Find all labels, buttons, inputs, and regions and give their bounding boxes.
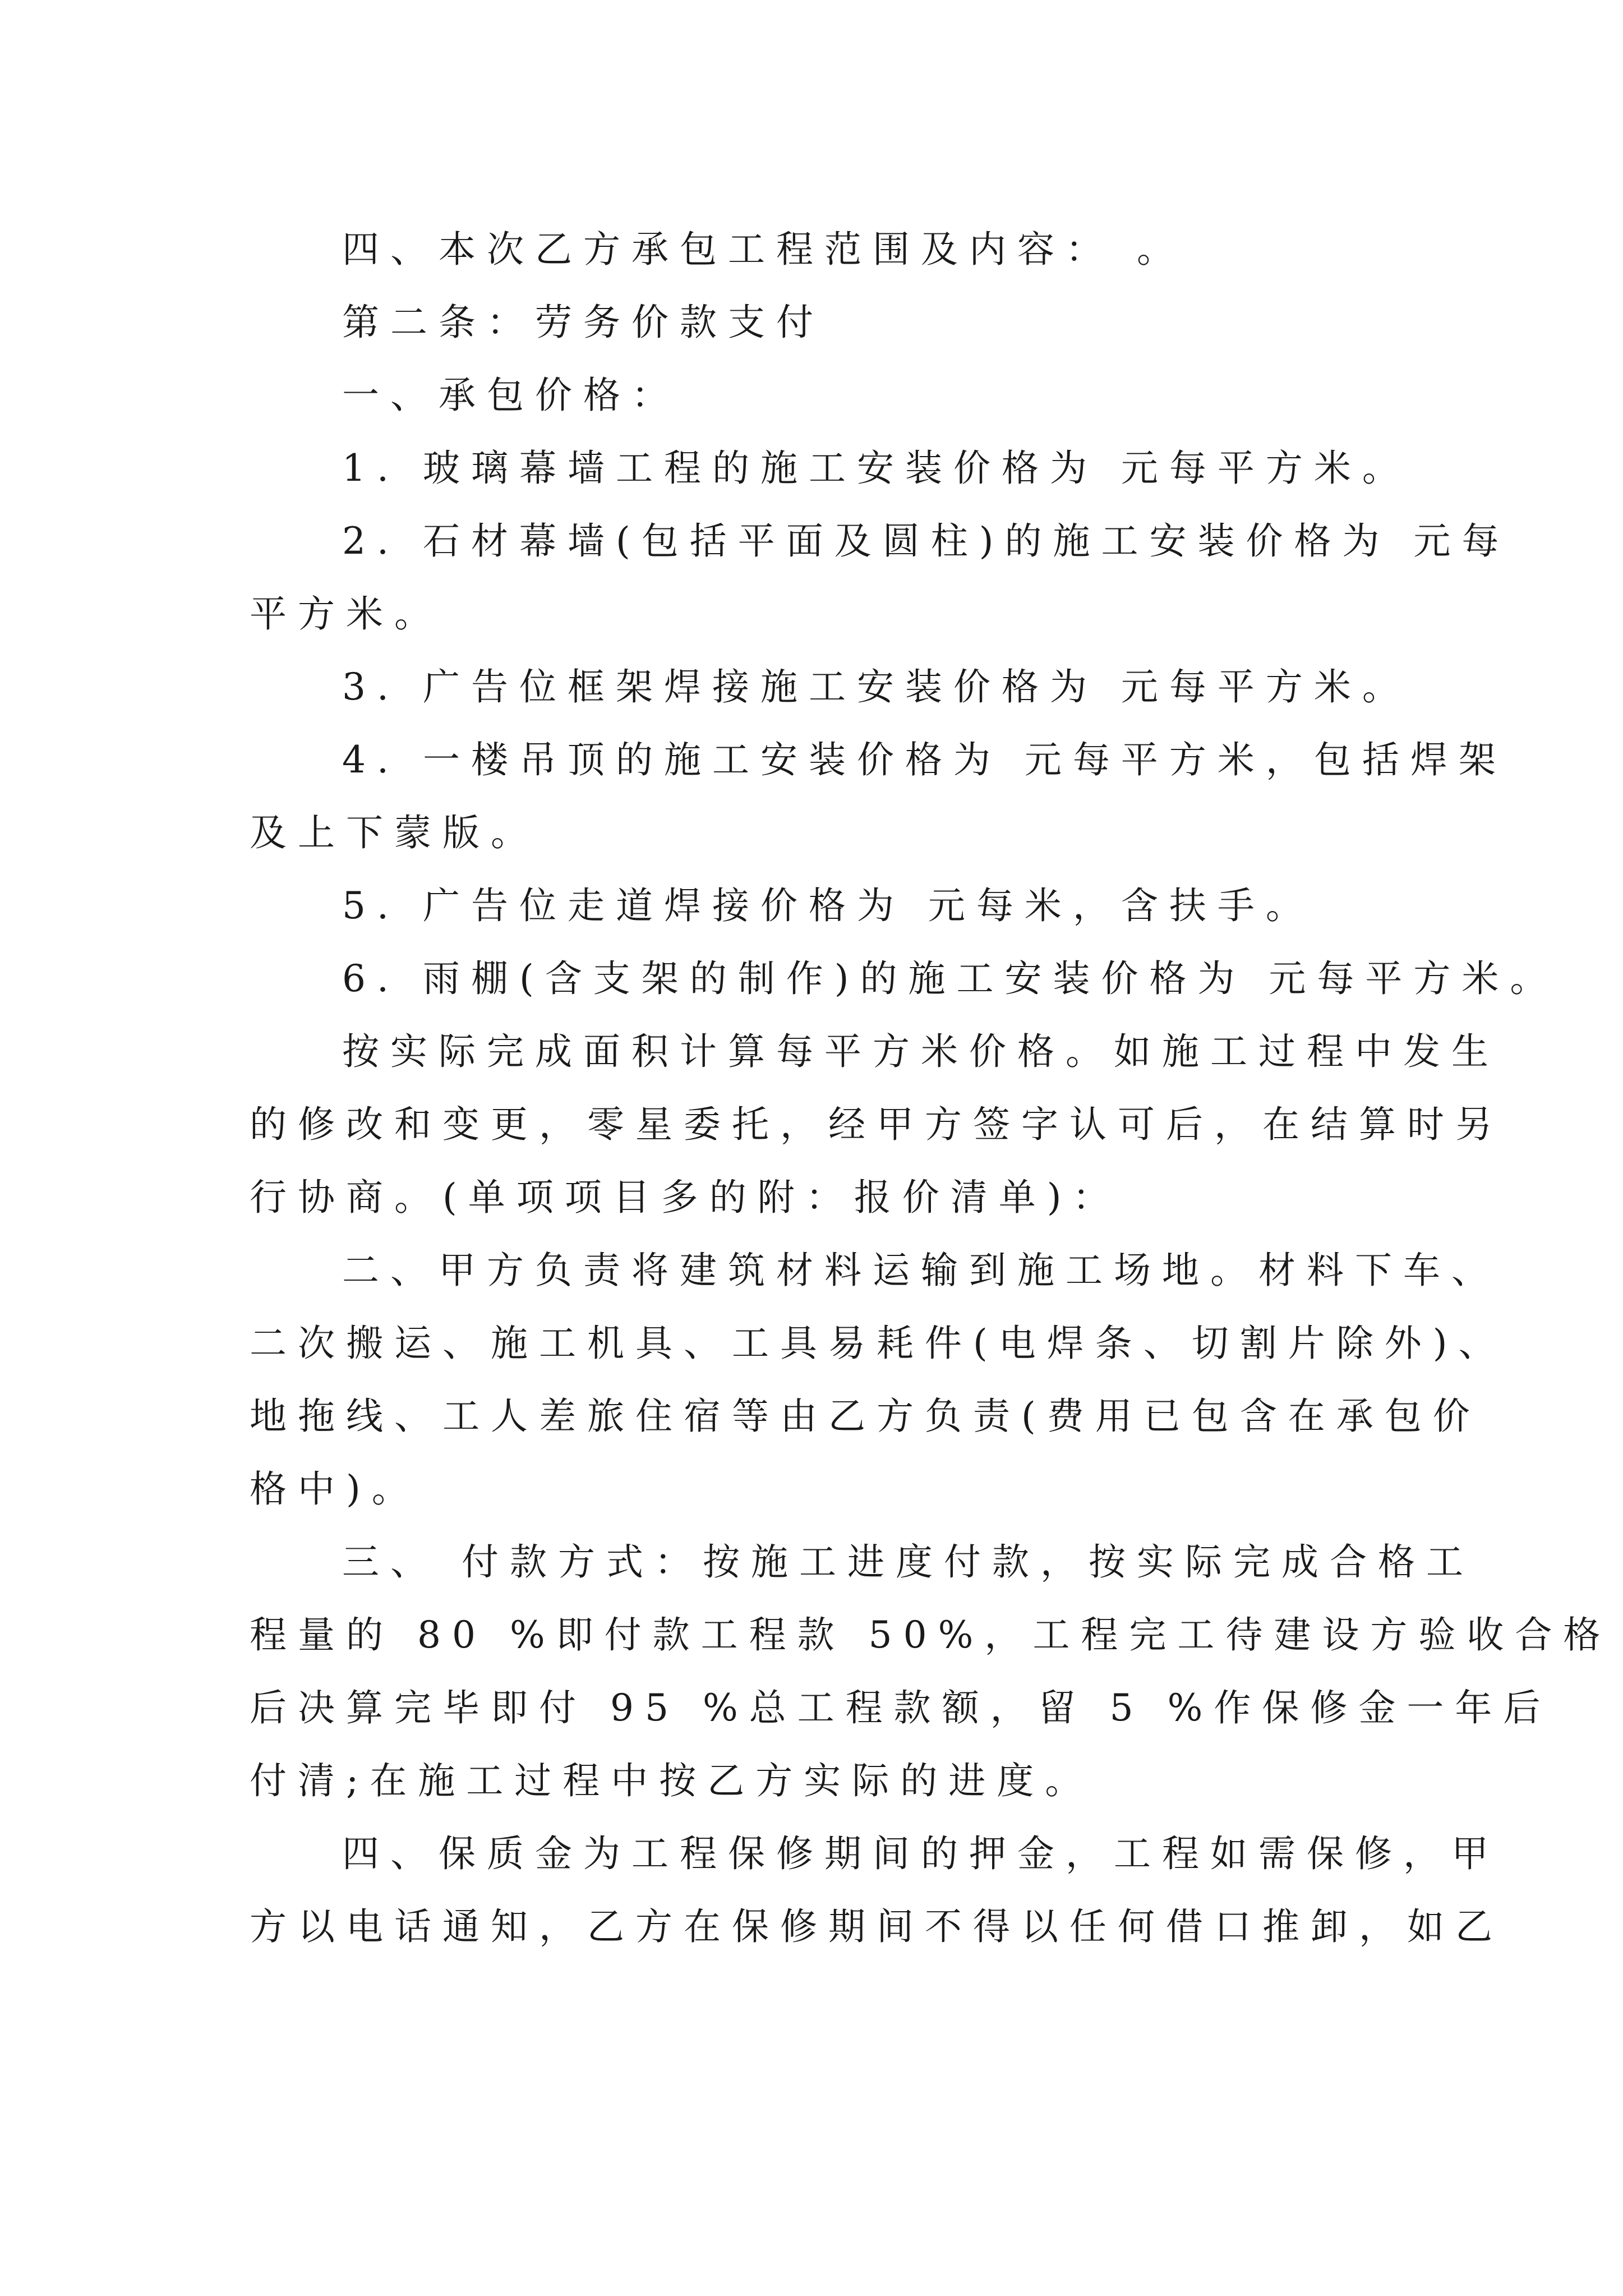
text-line: 平方米。 [250, 592, 442, 636]
text-line: 后决算完毕即付 95 %总工程款额，留 5 %作保修金一年后 [250, 1686, 1552, 1729]
text-line: 一、承包价格： [342, 374, 680, 417]
section-heading: 第二条：劳务价款支付 [342, 301, 824, 344]
text-line: 3. 广告位框架焊接施工安装价格为 元每平方米。 [342, 665, 1410, 708]
text-line: 二、甲方负责将建筑材料运输到施工场地。材料下车、 [342, 1249, 1500, 1292]
text-line: 格中)。 [250, 1467, 420, 1511]
text-line: 四、保质金为工程保修期间的押金，工程如需保修，甲 [342, 1832, 1500, 1875]
text-line: 程量的 80 %即付款工程款 50%，工程完工待建设方验收合格 [250, 1613, 1612, 1657]
text-line: 及上下蒙版。 [250, 811, 539, 854]
text-line: 6. 雨棚(含支架的制作)的施工安装价格为 元每平方米。 [342, 957, 1559, 1000]
text-line: 的修改和变更，零星委托，经甲方签字认可后，在结算时另 [250, 1103, 1504, 1146]
text-line: 4. 一楼吊顶的施工安装价格为 元每平方米，包括焊架 [342, 738, 1507, 781]
text-line: 1. 玻璃幕墙工程的施工安装价格为 元每平方米。 [342, 447, 1410, 490]
text-line: 二次搬运、施工机具、工具易耗件(电焊条、切割片除外)、 [250, 1322, 1507, 1365]
text-line: 付清;在施工过程中按乙方实际的进度。 [250, 1759, 1094, 1802]
text-line: 行协商。(单项项目多的附：报价清单)： [250, 1176, 1121, 1219]
text-line: 5. 广告位走道焊接价格为 元每米，含扶手。 [342, 884, 1314, 927]
text-line: 三、 付款方式：按施工进度付款，按实际完成合格工 [342, 1540, 1474, 1584]
text-line: 四、本次乙方承包工程范围及内容： 。 [342, 228, 1185, 271]
text-line: 方以电话通知，乙方在保修期间不得以任何借口推卸，如乙 [250, 1905, 1504, 1948]
text-line: 地拖线、工人差旅住宿等由乙方负责(费用已包含在承包价 [250, 1395, 1481, 1438]
text-line: 按实际完成面积计算每平方米价格。如施工过程中发生 [342, 1030, 1500, 1073]
text-line: 2. 石材幕墙(包括平面及圆柱)的施工安装价格为 元每 [342, 519, 1510, 563]
